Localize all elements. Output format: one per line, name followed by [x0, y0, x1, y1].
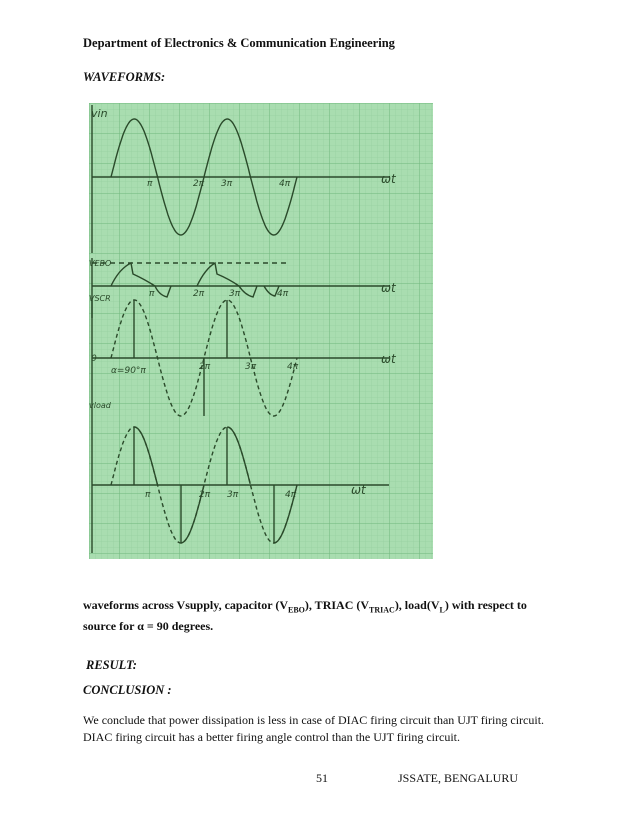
label-zero: 0 [91, 354, 97, 364]
label-wt-4: ωt [351, 483, 366, 497]
label-4pi-3: 4π [287, 362, 299, 372]
label-vebo: VEBO [89, 259, 112, 268]
label-wt-1: ωt [381, 172, 396, 186]
label-3pi-4: 3π [227, 490, 239, 500]
label-2pi-3: 2π [199, 362, 211, 372]
label-3pi-1: 3π [221, 179, 233, 189]
label-2pi-4: 2π [199, 490, 211, 500]
label-wt-3: ωt [381, 352, 396, 366]
figure-caption: waveforms across Vsupply, capacitor $(V_{EBO})$, TRIAC $(V_{TRIAC})$, $load(V_L)$ with respect to source for α = 90 degrees. [83, 598, 527, 634]
conclusion-text [83, 712, 563, 746]
conclusion-line-2: DIAC firing circuit has a better firing angle control than the UJT firing circuit. [83, 730, 460, 744]
label-2pi-2: 2π [193, 289, 205, 299]
label-pi-4: π [145, 490, 151, 500]
waveforms-title: WAVEFORMS: [83, 70, 166, 84]
label-3pi-2: 3π [229, 289, 241, 299]
label-4pi-4: 4π [285, 490, 297, 500]
label-wt-2: ωt [381, 281, 396, 295]
conclusion-title: CONCLUSION : [83, 683, 172, 697]
page-number: 51 [316, 771, 328, 785]
label-alpha: α=90°π [111, 366, 146, 376]
conclusion-line-1: We conclude that power dissipation is less in case of DIAC firing circuit than UJT firing circuit. [83, 713, 545, 727]
label-vload: vload [89, 401, 111, 410]
label-vscr: VSCR [89, 294, 111, 303]
footer-institute: JSSATE, BENGALURU [398, 771, 519, 785]
label-4pi-2: 4π [277, 289, 289, 299]
label-2pi-1: 2π [193, 179, 205, 189]
waveform-graph-paper [89, 103, 433, 559]
result-title: RESULT: [86, 658, 137, 672]
label-3pi-3: 3π [245, 362, 257, 372]
label-pi-2: π [149, 289, 155, 299]
label-pi-1: π [147, 179, 153, 189]
label-4pi-1: 4π [279, 179, 291, 189]
page-header: Department of Electronics & Communication Engineering [83, 36, 395, 50]
label-vin: vin [91, 107, 108, 120]
